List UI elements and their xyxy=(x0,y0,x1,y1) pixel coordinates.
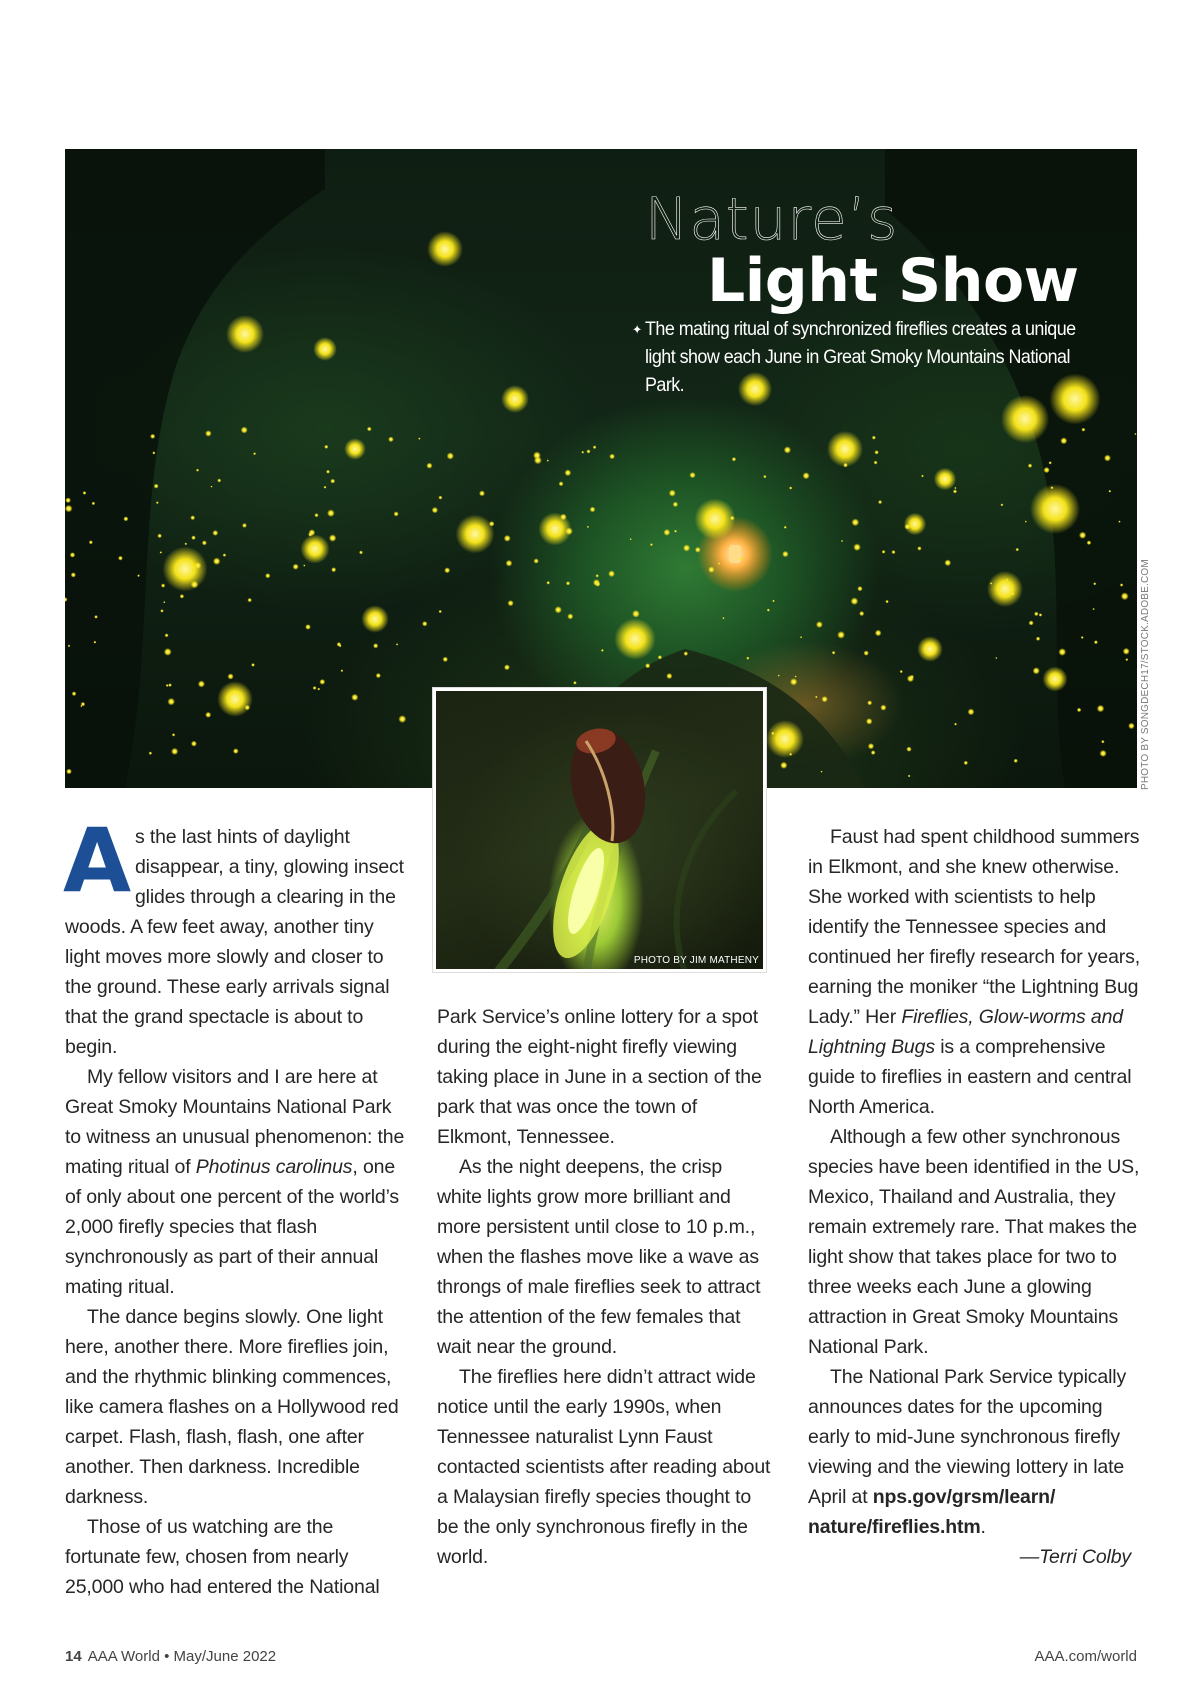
firefly-speck xyxy=(190,515,195,520)
firefly-speck xyxy=(689,472,695,478)
firefly-speck xyxy=(816,621,823,628)
firefly-glow xyxy=(226,315,264,353)
firefly-speck xyxy=(900,670,903,673)
firefly-speck xyxy=(630,538,632,540)
firefly-speck xyxy=(534,558,539,563)
firefly-speck xyxy=(739,557,743,561)
firefly-speck xyxy=(867,700,872,705)
firefly-speck xyxy=(666,673,672,679)
firefly-speck xyxy=(851,597,859,605)
footer-website[interactable]: AAA.com/world xyxy=(1034,1648,1137,1665)
headline-bold: Light Show xyxy=(707,246,1079,316)
firefly-speck xyxy=(891,550,895,554)
page-number: 14 xyxy=(65,1648,82,1665)
firefly-speck xyxy=(790,678,797,685)
firefly-speck xyxy=(795,675,797,677)
firefly-speck xyxy=(547,459,549,461)
firefly-speck xyxy=(1081,636,1084,639)
firefly-speck xyxy=(815,696,818,699)
firefly-speck xyxy=(163,601,165,603)
firefly-speck xyxy=(388,437,394,443)
firefly-speck xyxy=(479,490,485,496)
firefly-speck xyxy=(508,600,514,606)
paragraph-text: . xyxy=(980,1516,986,1538)
firefly-speck xyxy=(149,751,152,754)
firefly-speck xyxy=(93,641,96,644)
firefly-speck xyxy=(857,586,862,591)
firefly-speck xyxy=(868,743,874,749)
nps-link[interactable]: nps.gov/grsm/learn/ nature/fireflies.htm xyxy=(808,1486,1056,1538)
firefly-speck xyxy=(331,567,336,572)
firefly-speck xyxy=(227,673,233,679)
firefly-glow xyxy=(162,546,207,591)
paragraph-text: My fellow visitors and I are here at Great Smoky Mountains National Park to witness an unusual phenomenon: the mating ritual of xyxy=(65,1066,405,1178)
firefly-speck xyxy=(843,463,848,468)
firefly-speck xyxy=(921,475,924,478)
firefly-speck xyxy=(789,753,792,756)
firefly-speck xyxy=(841,540,843,542)
firefly-speck xyxy=(118,556,123,561)
firefly-speck xyxy=(210,486,212,488)
firefly-speck xyxy=(1087,540,1092,545)
paragraph xyxy=(808,822,1143,1122)
firefly-glow xyxy=(827,431,863,467)
firefly-speck xyxy=(837,631,845,639)
firefly-speck xyxy=(71,572,76,577)
paragraph: Those of us watching are the fortunate few, chosen from nearly 25,000 who had entered the National xyxy=(65,1516,380,1598)
firefly-speck xyxy=(92,502,96,506)
firefly-speck xyxy=(767,609,770,612)
firefly-speck xyxy=(1060,437,1067,444)
firefly-glow xyxy=(217,681,253,717)
firefly-speck xyxy=(253,452,256,455)
firefly-glow xyxy=(917,636,943,662)
firefly-speck xyxy=(327,509,335,517)
firefly-speck xyxy=(851,518,859,526)
firefly-speck xyxy=(663,529,670,536)
paragraph xyxy=(65,1062,405,1302)
firefly-speck xyxy=(152,451,155,454)
firefly-speck xyxy=(165,633,169,637)
firefly-speck xyxy=(990,582,993,585)
drop-cap: A xyxy=(63,809,131,912)
firefly-speck xyxy=(489,521,495,527)
firefly-speck xyxy=(853,543,861,551)
firefly-speck xyxy=(593,445,597,449)
firefly-speck xyxy=(83,491,87,495)
footer-folio xyxy=(65,1648,276,1665)
firefly-speck xyxy=(324,486,327,489)
firefly-speck xyxy=(763,475,766,478)
paragraph: The dance begins slowly. One light here, another there. More fireflies join, and the rhythmic blinking commences, like camera flashes on a Hollywood red carpet. Flash, flash, flash, one after another. Then darkness. Incredible darkness. xyxy=(65,1306,399,1508)
firefly-speck xyxy=(394,511,399,516)
firefly-speck xyxy=(66,769,72,775)
firefly-speck xyxy=(1081,428,1085,432)
firefly-speck xyxy=(444,567,450,573)
firefly-speck xyxy=(1094,640,1098,644)
firefly-glow xyxy=(1042,666,1067,691)
paragraph-text: s the last hints of daylight disappear, a tiny, glowing insect glides through a clearing in the woods. A few feet away, another tiny light moves more slowly and closer to the ground. These early arrivals signal that the grand spectacle is about to begin. xyxy=(65,826,404,1058)
firefly-speck xyxy=(566,581,570,585)
firefly-speck xyxy=(1093,582,1096,585)
firefly-speck xyxy=(160,609,163,612)
firefly-speck xyxy=(782,551,788,557)
firefly-speck xyxy=(871,750,876,755)
firefly-speck xyxy=(443,657,448,662)
paragraph-text: Faust had spent childhood summers in Elkmont, and she knew otherwise. She worked with scientists to help identify the Tennessee species and continued her firefly research for years, earning the moniker “the Lightning Bug Lady.” Her xyxy=(808,826,1141,1028)
firefly-speck xyxy=(1123,648,1130,655)
firefly-speck xyxy=(89,540,93,544)
firefly-speck xyxy=(251,663,255,667)
firefly-speck xyxy=(314,513,318,517)
firefly-speck xyxy=(70,552,76,558)
firefly-speck xyxy=(821,696,827,702)
firefly-speck xyxy=(954,723,957,726)
headline-light: Nature’s xyxy=(645,185,899,253)
firefly-speck xyxy=(1125,658,1128,661)
firefly-speck xyxy=(438,496,442,500)
firefly-speck xyxy=(1079,532,1086,539)
firefly-speck xyxy=(351,694,358,701)
firefly-glow xyxy=(456,515,495,554)
firefly-speck xyxy=(317,688,320,691)
firefly-speck xyxy=(1033,667,1040,674)
firefly-speck xyxy=(265,573,270,578)
firefly-speck xyxy=(907,675,914,682)
firefly-speck xyxy=(780,762,787,769)
firefly-speck xyxy=(864,650,869,655)
paragraph-text: is a comprehensive guide to fireflies in eastern and central North America. xyxy=(808,1036,1132,1118)
firefly-speck xyxy=(803,472,810,479)
paragraph: Although a few other synchronous species have been identified in the US, Mexico, Thailand and Australia, they remain extremely rare. That makes the light show that takes place for two to three weeks each June a glowing attraction in Great Smoky Mountains National Park. xyxy=(808,1126,1140,1358)
firefly-speck xyxy=(1039,613,1042,616)
firefly-speck xyxy=(1121,592,1129,600)
firefly-speck xyxy=(1014,759,1018,763)
firefly-speck xyxy=(1016,548,1019,551)
firefly-speck xyxy=(313,686,317,690)
firefly-speck xyxy=(609,454,615,460)
firefly-speck xyxy=(205,430,211,436)
inset-photo xyxy=(433,688,766,972)
hero-photo-credit: PHOTO BY SONGDECH17/STOCK.ADOBE.COM xyxy=(1140,559,1151,790)
firefly-speck xyxy=(157,534,162,539)
firefly-speck xyxy=(581,451,584,454)
firefly-speck xyxy=(595,581,600,586)
firefly-speck xyxy=(245,705,250,710)
firefly-speck xyxy=(859,611,864,616)
firefly-speck xyxy=(293,564,299,570)
firefly-speck xyxy=(223,553,227,557)
publication-name: AAA World • May/June 2022 xyxy=(87,1648,277,1665)
firefly-speck xyxy=(241,427,248,434)
firefly-speck xyxy=(339,644,342,647)
firefly-speck xyxy=(164,648,172,656)
firefly-speck xyxy=(1058,648,1066,656)
paragraph: As the night deepens, the crisp white lights grow more brilliant and more persistent until close to 10 p.m., when the flashes move like a wave as throngs of male fireflies seek to attract the attention of the few females that wait near the ground. xyxy=(437,1156,761,1358)
firefly-speck xyxy=(396,643,398,645)
firefly-speck xyxy=(722,617,724,619)
firefly-speck xyxy=(732,457,736,461)
firefly-speck xyxy=(1025,520,1027,522)
firefly-speck xyxy=(1077,708,1081,712)
firefly-speck xyxy=(341,669,344,672)
firefly-speck xyxy=(123,516,128,521)
firefly-speck xyxy=(398,715,406,723)
firefly-speck xyxy=(917,546,921,550)
firefly-speck xyxy=(1134,433,1136,435)
firefly-speck xyxy=(1092,608,1094,610)
firefly-speck xyxy=(319,679,325,685)
firefly-speck xyxy=(968,708,975,715)
firefly-speck xyxy=(658,655,662,659)
firefly-speck xyxy=(632,610,640,618)
firefly-speck xyxy=(504,535,511,542)
firefly-speck xyxy=(196,469,199,472)
firefly-speck xyxy=(601,649,604,652)
firefly-speck xyxy=(168,683,172,687)
firefly-speck xyxy=(771,732,774,735)
firefly-speck xyxy=(772,600,775,603)
firefly-speck xyxy=(1043,467,1049,473)
firefly-speck xyxy=(1029,620,1034,625)
paragraph: The fireflies here didn’t attract wide notice until the early 1990s, when Tennessee naturalist Lynn Faust contacted scientists after reading about a Malaysian firefly species thought to be the only synchronous firefly in the world. xyxy=(437,1366,771,1568)
firefly-speck xyxy=(587,526,589,528)
firefly-speck xyxy=(789,486,792,489)
firefly-speck xyxy=(908,775,911,778)
firefly-speck xyxy=(373,643,378,648)
firefly-speck xyxy=(866,718,872,724)
firefly-speck xyxy=(167,698,175,706)
firefly-speck xyxy=(426,463,432,469)
firefly-speck xyxy=(567,613,573,619)
firefly-speck xyxy=(72,691,77,696)
firefly-speck xyxy=(217,478,221,482)
firefly-glow xyxy=(501,385,529,413)
firefly-speck xyxy=(645,663,650,668)
firefly-speck xyxy=(1100,750,1107,757)
firefly-speck xyxy=(161,583,165,587)
paragraph: Park Service’s online lottery for a spot during the eight-night firefly viewing taking place in June in a section of the park that was once the town of Elkmont, Tennessee. xyxy=(437,1006,762,1148)
firefly-speck xyxy=(194,562,201,569)
firefly-closeup-illustration xyxy=(436,691,766,972)
firefly-speck xyxy=(964,761,968,765)
firefly-speck xyxy=(504,664,510,670)
article-column-2 xyxy=(437,1002,772,1572)
firefly-speck xyxy=(650,543,653,546)
firefly-glow xyxy=(1001,395,1049,443)
firefly-speck xyxy=(885,600,888,603)
firefly-speck xyxy=(303,564,305,566)
firefly-speck xyxy=(559,481,564,486)
firefly-speck xyxy=(233,748,239,754)
firefly-speck xyxy=(184,543,187,546)
firefly-speck xyxy=(904,524,910,530)
firefly-speck xyxy=(180,594,184,598)
firefly-speck xyxy=(1120,583,1123,586)
firefly-speck xyxy=(1104,455,1111,462)
firefly-speck xyxy=(171,748,178,755)
firefly-speck xyxy=(784,446,791,453)
firefly-speck xyxy=(1028,463,1032,467)
firefly-speck xyxy=(683,544,690,551)
paragraph-text: The National Park Service typically announces dates for the upcoming early to mid-June synchronous firefly viewing and the viewing lottery in late April at xyxy=(808,1366,1127,1508)
firefly-speck xyxy=(198,680,205,687)
firefly-speck xyxy=(154,484,159,489)
firefly-speck xyxy=(874,450,878,454)
firefly-speck xyxy=(560,514,567,521)
firefly-speck xyxy=(308,532,312,536)
firefly-speck xyxy=(590,507,596,513)
firefly-speck xyxy=(533,451,541,459)
firefly-speck xyxy=(565,527,573,535)
firefly-speck xyxy=(359,550,363,554)
subheadline-text: The mating ritual of synchronized fireflies creates a unique light show each June in Great Smoky Mountains National Park. xyxy=(645,318,1076,396)
firefly-speck xyxy=(191,741,197,747)
species-name: Photinus carolinus xyxy=(195,1156,353,1178)
firefly-speck xyxy=(608,570,615,577)
firefly-speck xyxy=(708,566,715,573)
firefly-speck xyxy=(160,551,162,553)
firefly-glow xyxy=(766,720,804,758)
firefly-speck xyxy=(874,461,878,465)
firefly-speck xyxy=(1097,705,1105,713)
firefly-speck xyxy=(695,547,701,553)
firefly-speck xyxy=(166,684,169,687)
article-column-3 xyxy=(808,822,1143,1572)
firefly-speck xyxy=(242,523,247,528)
firefly-speck xyxy=(305,624,311,630)
firefly-speck xyxy=(439,610,442,613)
firefly-speck xyxy=(191,535,196,540)
firefly-glow xyxy=(934,468,957,491)
article-column-1 xyxy=(63,809,405,1602)
firefly-glow xyxy=(344,438,366,460)
firefly-speck xyxy=(212,530,218,536)
book-title: Fireflies, Glow-worms and Lightning Bugs xyxy=(808,1006,1123,1058)
firefly-speck xyxy=(586,449,590,453)
firefly-glow xyxy=(427,231,463,267)
firefly-speck xyxy=(65,505,73,513)
firefly-speck xyxy=(1101,740,1104,743)
firefly-speck xyxy=(718,562,721,565)
firefly-speck xyxy=(944,559,951,566)
firefly-speck xyxy=(1108,490,1111,493)
firefly-glow xyxy=(300,534,329,563)
firefly-speck xyxy=(326,470,330,474)
firefly-speck xyxy=(778,675,780,677)
firefly-glow xyxy=(614,618,656,660)
firefly-speck xyxy=(878,500,882,504)
firefly-speck xyxy=(1011,592,1014,595)
inset-photo-credit: PHOTO BY JIM MATHENY xyxy=(633,955,759,966)
headline xyxy=(645,185,1115,316)
firefly-speck xyxy=(150,434,155,439)
sparkle-icon: ✦ xyxy=(632,322,642,337)
author-signature: —Terri Colby xyxy=(1019,1546,1131,1568)
firefly-speck xyxy=(953,489,957,493)
firefly-speck xyxy=(506,560,513,567)
firefly-speck xyxy=(172,733,175,736)
firefly-speck xyxy=(821,771,823,773)
firefly-speck xyxy=(1128,723,1135,730)
firefly-speck xyxy=(669,490,676,497)
firefly-speck xyxy=(137,574,140,577)
firefly-speck xyxy=(422,621,427,626)
firefly-glow xyxy=(1030,484,1080,534)
firefly-speck xyxy=(1118,520,1120,522)
firefly-speck xyxy=(247,598,251,602)
paragraph xyxy=(808,1362,1143,1542)
firefly-speck xyxy=(872,436,876,440)
firefly-speck xyxy=(1049,461,1052,464)
firefly-speck xyxy=(329,534,337,542)
firefly-speck xyxy=(65,497,71,503)
firefly-speck xyxy=(447,452,454,459)
firefly-speck xyxy=(880,705,886,711)
firefly-speck xyxy=(1000,503,1003,506)
firefly-speck xyxy=(205,712,211,718)
firefly-speck xyxy=(875,630,882,637)
firefly-glow xyxy=(987,571,1023,607)
firefly-speck xyxy=(324,445,328,449)
firefly-speck xyxy=(832,651,836,655)
firefly-speck xyxy=(906,747,911,752)
firefly-speck xyxy=(730,516,735,521)
firefly-speck xyxy=(330,479,335,484)
firefly-glow xyxy=(313,337,337,361)
firefly-speck xyxy=(573,681,577,685)
firefly-glow xyxy=(361,605,389,633)
firefly-speck xyxy=(595,574,598,577)
firefly-speck xyxy=(156,501,159,504)
firefly-speck xyxy=(202,540,207,545)
firefly-speck xyxy=(684,651,689,656)
subheadline xyxy=(632,315,1087,399)
firefly-speck xyxy=(746,657,749,660)
paragraph-text: , one of only about one percent of the world’s 2,000 firefly species that flash synchronously as part of their annual mating ritual. xyxy=(65,1156,400,1298)
firefly-speck xyxy=(213,557,221,565)
firefly-speck xyxy=(1036,637,1040,641)
firefly-speck xyxy=(367,427,372,432)
firefly-speck xyxy=(954,487,956,489)
firefly-speck xyxy=(555,606,562,613)
firefly-speck xyxy=(673,502,679,508)
firefly-speck xyxy=(432,507,438,513)
firefly-speck xyxy=(68,645,71,648)
paragraph xyxy=(63,809,405,1062)
firefly-speck xyxy=(1034,612,1039,617)
firefly-speck xyxy=(564,469,571,476)
firefly-speck xyxy=(995,657,997,659)
firefly-glow xyxy=(694,498,735,539)
firefly-speck xyxy=(1050,486,1053,489)
firefly-speck xyxy=(784,526,787,529)
firefly-speck xyxy=(800,636,802,638)
firefly-speck xyxy=(546,581,550,585)
firefly-speck xyxy=(1006,578,1008,580)
firefly-speck xyxy=(80,705,82,707)
firefly-speck xyxy=(418,437,420,439)
firefly-speck xyxy=(191,581,199,589)
firefly-speck xyxy=(882,550,886,554)
firefly-speck xyxy=(94,615,98,619)
firefly-speck xyxy=(674,530,677,533)
firefly-speck xyxy=(376,673,381,678)
